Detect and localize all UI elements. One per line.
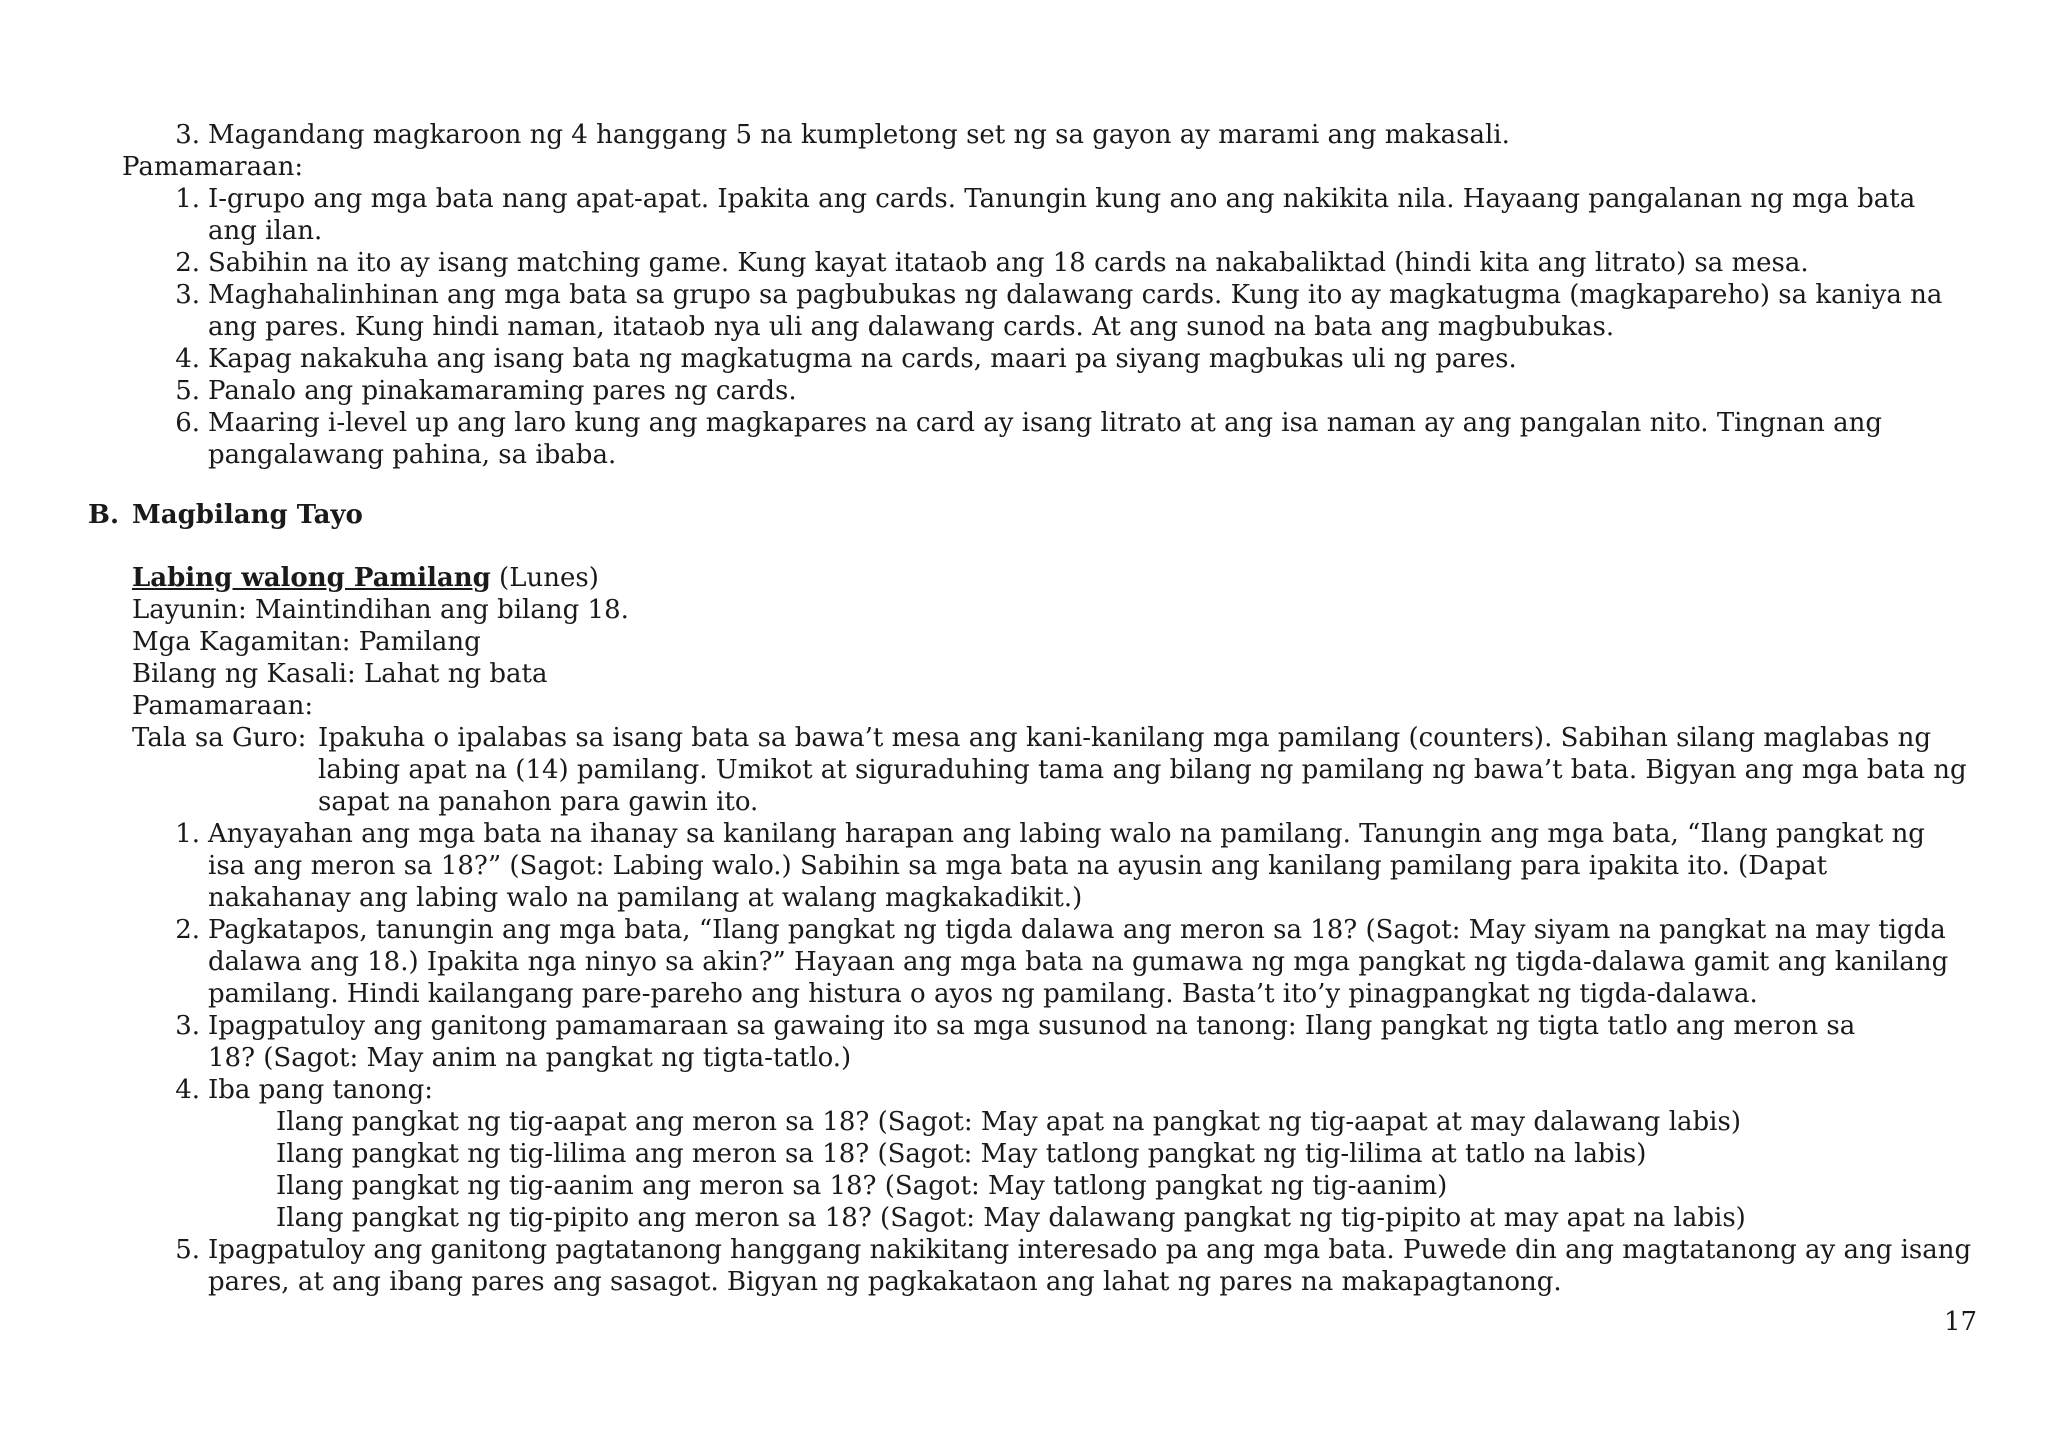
activity-procedure-label: Pamamaraan: <box>132 691 314 721</box>
materials-item-text: Magandang magkaroon ng 4 hanggang 5 na kumpletong set ng sa gayon ay marami ang makasali. <box>208 120 1510 150</box>
question-line: Ilang pangkat ng tig-lilima ang meron sa 18? (Sagot: May tatlong pangkat ng tig-lilima at tatlo na labis) <box>276 1139 1647 1169</box>
materials-item-number: 3. <box>175 120 200 150</box>
activity-name: Labing walong Pamilang <box>132 563 491 593</box>
step-line: Maaring i-level up ang laro kung ang magkapares na card ay isang litrato at ang isa naman ay ang pangalan nito. Tingnan ang <box>208 408 1883 438</box>
step-line: pares, at ang ibang pares ang sasagot. Bigyan ng pagkakataon ang lahat ng pares na makapagtanong. <box>208 1267 1562 1297</box>
procedure-label: Pamamaraan: <box>122 152 304 182</box>
step-number: 3. <box>175 280 200 310</box>
teacher-note-line: Ipakuha o ipalabas sa isang bata sa bawa’t mesa ang kani-kanilang mga pamilang (counters). Sabihan silang maglabas ng <box>318 723 1932 753</box>
question-line: Ilang pangkat ng tig-aanim ang meron sa 18? (Sagot: May tatlong pangkat ng tig-aanim) <box>276 1171 1448 1201</box>
question-line: Ilang pangkat ng tig-aapat ang meron sa 18? (Sagot: May apat na pangkat ng tig-aapat at may dalawang labis) <box>276 1107 1741 1137</box>
page-number: 17 <box>1944 1307 1978 1337</box>
step-number: 1. <box>175 184 200 214</box>
step-number: 3. <box>175 1011 200 1041</box>
step-number: 2. <box>175 248 200 278</box>
step-number: 2. <box>175 915 200 945</box>
step-number: 6. <box>175 408 200 438</box>
teacher-note-line: labing apat na (14) pamilang. Umikot at siguraduhing tama ang bilang ng pamilang ng bawa’t bata. Bigyan ang mga bata ng <box>318 755 1967 785</box>
teacher-note-line: sapat na panahon para gawin ito. <box>318 787 759 817</box>
step-number: 4. <box>175 344 200 374</box>
step-line: Kapag nakakuha ang isang bata ng magkatugma na cards, maari pa siyang magbukas uli ng pares. <box>208 344 1517 374</box>
step-line: I-grupo ang mga bata nang apat-apat. Ipakita ang cards. Tanungin kung ano ang nakikita nila. Hayaang pangalanan ng mga bata <box>208 184 1916 214</box>
step-line: ang ilan. <box>208 216 323 246</box>
section-letter: B. <box>88 500 120 530</box>
step-line: dalawa ang 18.) Ipakita nga ninyo sa akin?” Hayaan ang mga bata na gumawa ng mga pangkat ng tigda-dalawa gamit ang kanilang <box>208 947 1949 977</box>
step-line: pamilang. Hindi kailangang pare-pareho ang histura o ayos ng pamilang. Basta’t ito’y pinagpangkat ng tigda-dalawa. <box>208 979 1758 1009</box>
step-line: Anyayahan ang mga bata na ihanay sa kanilang harapan ang labing walo na pamilang. Tanungin ang mga bata, “Ilang pangkat ng <box>208 819 1925 849</box>
step-line: ang pares. Kung hindi naman, itataob nya uli ang dalawang cards. At ang sunod na bata ang magbubukas. <box>208 312 1615 342</box>
step-line: Pagkatapos, tanungin ang mga bata, “Ilang pangkat ng tigda dalawa ang meron sa 18? (Sagot: May siyam na pangkat na may tigda <box>208 915 1946 945</box>
step-number: 5. <box>175 1235 200 1265</box>
teacher-note-label: Tala sa Guro: <box>132 723 307 753</box>
question-line: Ilang pangkat ng tig-pipito ang meron sa 18? (Sagot: May dalawang pangkat ng tig-pipito at may apat na labis) <box>276 1203 1746 1233</box>
activity-heading <box>132 562 599 594</box>
step-line: Panalo ang pinakamaraming pares ng cards. <box>208 376 797 406</box>
section-title: Magbilang Tayo <box>132 500 363 530</box>
step-line: isa ang meron sa 18?” (Sagot: Labing walo.) Sabihin sa mga bata na ayusin ang kanilang pamilang para ipakita ito. (Dapat <box>208 851 1828 881</box>
step-line: nakahanay ang labing walo na pamilang at walang magkakadikit.) <box>208 883 1083 913</box>
activity-participants: Bilang ng Kasali: Lahat ng bata <box>132 659 548 689</box>
step-line: Maghahalinhinan ang mga bata sa grupo sa pagbubukas ng dalawang cards. Kung ito ay magkatugma (magkapareho) sa kaniya na <box>208 280 1943 310</box>
step-line: Ipagpatuloy ang ganitong pamamaraan sa gawaing ito sa mga susunod na tanong: Ilang pangkat ng tigta tatlo ang meron sa <box>208 1011 1856 1041</box>
activity-objective: Layunin: Maintindihan ang bilang 18. <box>132 595 629 625</box>
step-line: Sabihin na ito ay isang matching game. Kung kayat itataob ang 18 cards na nakabaliktad (hindi kita ang litrato) sa mesa. <box>208 248 1809 278</box>
step-line: Iba pang tanong: <box>208 1075 433 1105</box>
step-number: 4. <box>175 1075 200 1105</box>
step-line: pangalawang pahina, sa ibaba. <box>208 440 617 470</box>
step-number: 5. <box>175 376 200 406</box>
step-number: 1. <box>175 819 200 849</box>
step-line: 18? (Sagot: May anim na pangkat ng tigta-tatlo.) <box>208 1043 852 1073</box>
step-line: Ipagpatuloy ang ganitong pagtatanong hanggang nakikitang interesado pa ang mga bata. Puwede din ang magtatanong ay ang isang <box>208 1235 1972 1265</box>
activity-day: (Lunes) <box>490 563 599 593</box>
activity-materials: Mga Kagamitan: Pamilang <box>132 627 481 657</box>
